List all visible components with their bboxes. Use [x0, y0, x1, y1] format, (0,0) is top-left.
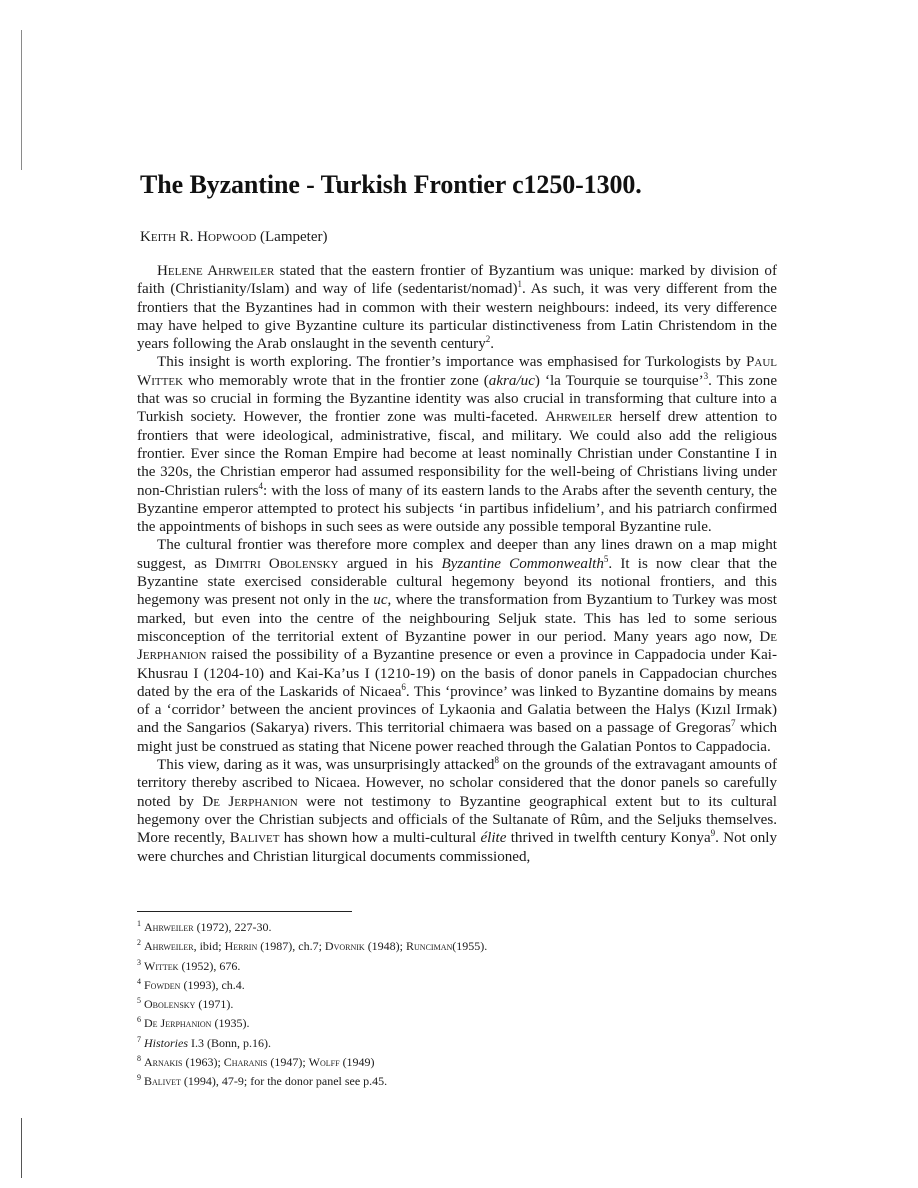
text-run: , ibid; [193, 939, 225, 954]
text-run: . It is now clear that the Byzantine state exercised considerable cultural hegemony beyond its notional frontiers, and this hegemony was present not only in the [137, 555, 777, 609]
author-name-ref: De Jerphanion [144, 1016, 212, 1031]
footnote [137, 957, 777, 976]
text-run: (1948); [364, 939, 407, 954]
footnote-number: 4 [137, 976, 141, 986]
text-run: : with the loss of many of its eastern lands to the Arabs after the seventh century, the Byzantine emperor attempted to protect his subjects ‘in partibus infidelium’, and his patriarch confirmed the appointments of bishops in such sees as were outside any possible temporal Byzantine rule. [137, 482, 777, 536]
text-run: stated that the eastern frontier of Byzantium was unique: marked by division of faith (Christianity/Islam) and way of life (sedentarist/nomad) [137, 263, 777, 298]
footnotes [137, 918, 777, 1092]
text-run: . This ‘province’ was linked to Byzantine domains by means of a ‘corridor’ between the ancient provinces of Lykaonia and Galatia between the Halys (Kızıl Irmak) and the Sangarios (Sakarya) rivers. This territorial chimaera was based on a passage of Gregoras [137, 683, 777, 737]
italic-text: akra/uc [488, 372, 535, 389]
footnote-ref: 6 [401, 681, 406, 692]
footnote [137, 995, 777, 1014]
text-run: were not testimony to Byzantine geographical extent but to its cultural hegemony over the Christian subjects and officials of the Sultanate of Rûm, and the Seljuks themselves. More recently, [137, 793, 777, 847]
footnote-separator [137, 911, 352, 912]
author-name-ref: Balivet [229, 830, 280, 847]
text-run: (1971). [195, 997, 234, 1012]
text-run: (1952), 676. [178, 958, 241, 973]
author-middle: R. H [175, 229, 208, 245]
text-run: The cultural frontier was therefore more complex and deeper than any lines drawn on a map might suggest, as [137, 537, 777, 572]
page-title: The Byzantine - Turkish Frontier c1250-1300. [140, 170, 642, 199]
footnote-number: 6 [137, 1015, 141, 1025]
author-name-ref: Balivet [144, 1074, 181, 1089]
text-run: raised the possibility of a Byzantine presence or even a province in Cappadocia under Kai-Khusrau I (1204-10) and Kai-Ka’us I (1210-19) on the basis of donor panels in Cappadocian churches dated by the era of the Laskarids of Nicaea [137, 647, 777, 700]
author-name-ref: Dimitri Obolensky [215, 555, 339, 572]
text-run: argued in his [338, 555, 442, 572]
scan-edge-top [21, 30, 22, 170]
text-run: which might just be construed as stating that Nicene power reached through the Galatian Pontos to Cappadocia. [137, 720, 777, 755]
text-run: (1963); [182, 1055, 224, 1070]
italic-text: Byzantine Commonwealth [441, 555, 604, 572]
text-run: (1955). [452, 939, 488, 954]
footnote [137, 918, 777, 937]
author-name-ref: Herrin [224, 939, 258, 954]
text-run: . As such, it was very different from the frontiers that the Byzantines had in common with their western neighbours: indeed, its very difference may have helped to give Byzantine culture its particular distinctiveness from Latin Christendom in the years following the Arab onslaught in the seventh century [137, 281, 777, 353]
italic-text: élite [480, 830, 507, 847]
footnote-number: 5 [137, 996, 141, 1006]
article-body [137, 262, 777, 866]
scan-edge-bottom [21, 1118, 22, 1178]
footnote-number: 7 [137, 1034, 141, 1044]
footnote [137, 1053, 777, 1072]
paragraph [137, 353, 777, 536]
author-name-ref: Dvornik [324, 939, 365, 954]
text-run: thrived in twelfth century Konya [506, 830, 711, 847]
footnote-ref: 2 [485, 334, 491, 345]
author-name-ref: Charanis [223, 1055, 268, 1070]
text-run: (1935). [211, 1016, 250, 1031]
text-run: (1994), 47-9; for the donor panel see p.45. [180, 1074, 388, 1089]
footnote-number: 8 [137, 1054, 141, 1064]
text-run: has shown how a multi-cultural [279, 830, 481, 847]
text-run: . This zone that was so crucial in forming the Byzantine identity was also crucial in transforming that culture into a Turkish society. However, the frontier zone was multi-faceted. [137, 372, 778, 426]
footnote [137, 1034, 777, 1053]
text-run: (1947); [267, 1055, 309, 1070]
footnote [137, 1014, 777, 1033]
footnote-number: 9 [137, 1073, 141, 1083]
text-run: I.3 (Bonn, p.16). [188, 1035, 272, 1050]
author-name-ref: Obolensky [144, 997, 196, 1012]
author-name-ref: Wolff [308, 1055, 340, 1070]
footnote [137, 937, 777, 956]
paragraph [137, 756, 777, 866]
footnote-number: 1 [137, 919, 141, 928]
text-run: herself drew attention to frontiers that were ideological, administrative, fiscal, and military. We could also add the religious frontier. Ever since the Roman Empire had become at least nominally Christian under Constantine I in the 320s, the Christian emperor had assumed responsibility for the well-being of Christians living under non-Christian rulers [137, 409, 777, 499]
text-run: (1987), ch.7; [257, 939, 325, 954]
author-surname: opwood [207, 229, 257, 245]
author-name-ref: Wittek [144, 958, 179, 973]
footnote [137, 1072, 777, 1091]
footnote-ref: 1 [517, 279, 522, 290]
footnote-ref: 3 [703, 370, 709, 381]
footnote-ref: 7 [731, 718, 736, 729]
paragraph [137, 536, 777, 756]
text-run: This view, daring as it was, was unsurprisingly attacked [157, 757, 495, 774]
text-run: (1949) [339, 1055, 375, 1070]
italic-text: uc [373, 592, 388, 609]
text-run: This insight is worth exploring. The frontier’s importance was emphasised for Turkologists by [157, 354, 746, 371]
author-initial: K [140, 229, 151, 245]
author-name-ref: Fowden [144, 977, 181, 992]
author-name-ref: De Jerphanion [137, 628, 777, 664]
author-line [140, 229, 327, 246]
author-name-ref: Runciman [406, 939, 453, 954]
author-name-ref: Ahrweiler [144, 939, 194, 954]
author-name-ref: De Jerphanion [202, 793, 298, 810]
footnote-number: 2 [137, 938, 141, 948]
author-name-ref: Helene Ahrweiler [157, 263, 275, 279]
text-run: (1972), 227-30. [193, 920, 272, 934]
author-name-ref: Arnakis [144, 1055, 183, 1070]
footnote-ref: 8 [494, 754, 499, 765]
footnote-ref: 4 [258, 480, 263, 491]
text-run: ) ‘la Tourquie se tourquise’ [534, 372, 704, 389]
text-run: who memorably wrote that in the frontier zone ( [183, 372, 489, 389]
paragraph [137, 262, 777, 353]
text-run: . [490, 336, 495, 353]
footnote-ref: 9 [710, 828, 716, 839]
text-run: . Not only were churches and Christian liturgical documents commissioned, [137, 830, 777, 865]
text-run: , where the transformation from Byzantium to Turkey was most marked, but even into the centre of the neighbouring Seljuk state. This has led to some serious misconception of the territorial extent of Byzantine power in our period. Many years ago now, [137, 592, 777, 645]
author-affiliation: (Lampeter) [256, 229, 328, 245]
author-first-name: eith [150, 229, 176, 245]
author-name-ref: Paul Wittek [137, 354, 777, 389]
text-run: on the grounds of the extravagant amounts of territory thereby ascribed to Nicaea. However, no scholar considered that the donor panels so carefully noted by [137, 757, 777, 810]
footnote [137, 976, 777, 995]
footnote-number: 3 [137, 957, 141, 967]
author-name-ref: Ahrweiler [144, 920, 194, 934]
italic-text: Histories [144, 1035, 189, 1050]
footnote-ref: 5 [603, 553, 609, 564]
text-run: (1993), ch.4. [180, 977, 245, 992]
author-name-ref: Ahrweiler [545, 409, 613, 426]
